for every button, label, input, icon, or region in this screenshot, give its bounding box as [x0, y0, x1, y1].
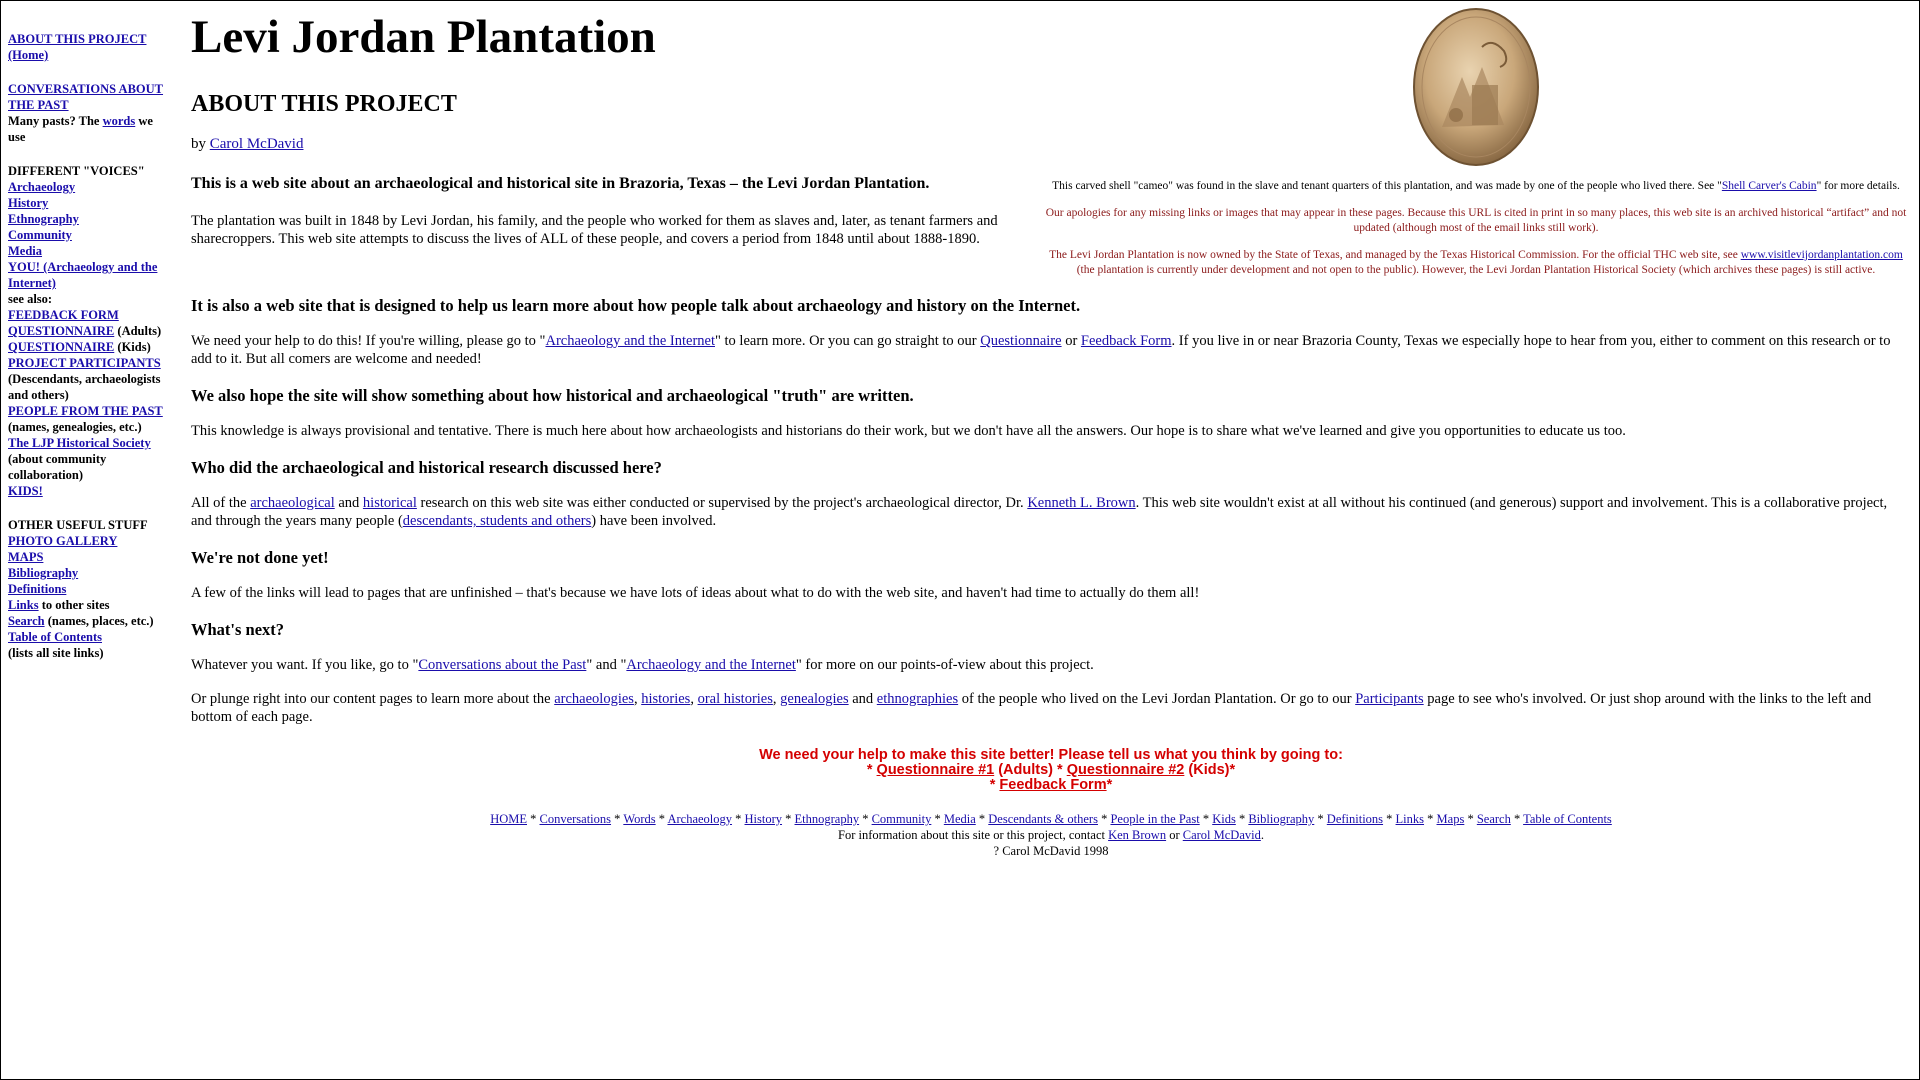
links-note: to other sites — [38, 598, 110, 612]
footer-nav-link[interactable]: Archaeology — [667, 812, 733, 826]
footer-nav-separator: * — [1464, 812, 1477, 826]
callout-feedback-link[interactable]: Feedback Form — [999, 777, 1107, 793]
help-callout — [191, 748, 1911, 793]
footer-nav-separator: * — [1097, 812, 1111, 826]
who-text-3: research on this web site was either conducted or supervised by the project's archaeological director, Dr. — [416, 495, 1028, 511]
nav-ljp-society-link[interactable]: The LJP Historical Society — [8, 436, 151, 450]
nav-media-link[interactable]: Media — [8, 244, 43, 258]
nav-words-link[interactable]: words — [102, 114, 136, 128]
descendants-link[interactable]: descendants, students and others — [402, 513, 592, 529]
many-pasts-text: Many pasts? The — [8, 114, 103, 128]
callout-line: We need your help to make this site better! Please tell us what you think by going to: — [759, 747, 1343, 763]
footer-nav-separator: * — [655, 812, 668, 826]
nav-you-link[interactable]: YOU! (Archaeology and the Internet) — [8, 260, 158, 290]
contact-period: . — [1260, 828, 1264, 842]
thc-website-link[interactable]: www.visitlevijordanplantation.com — [1740, 249, 1903, 261]
footer-nav-link[interactable]: HOME — [490, 812, 527, 826]
apology-note: Our apologies for any missing links or images that may appear in these pages. Because this URL is cited in print in so many places, this web site is an archived historical “artifact” and not updated (although most of the email links still work). — [1045, 207, 1907, 234]
footer-nav-separator: * — [1235, 812, 1249, 826]
footer-nav-separator: * — [782, 812, 795, 826]
heading-next: What's next? — [191, 620, 285, 639]
shell-carver-link[interactable]: Shell Carver's Cabin — [1721, 180, 1817, 192]
footer-nav-link[interactable]: People in the Past — [1110, 812, 1200, 826]
footer-nav-link[interactable]: Kids — [1212, 812, 1236, 826]
archaeologies-link[interactable]: archaeologies — [554, 691, 634, 707]
useful-heading: OTHER USEFUL STUFF — [8, 518, 148, 532]
plunge-paragraph: Or plunge right into our content pages to learn more about the archaeologies, histories, oral histories, genealogies and ethnographies of the people who lived on the Levi Jordan Plantation. Or go to our Participants page to see who's involved. Or just shop around with the links to the left and bottom of each page. — [191, 691, 1872, 725]
footer-nav-link[interactable]: Community — [871, 812, 932, 826]
nav-links-link[interactable]: Links — [8, 598, 39, 612]
ethnographies-link[interactable]: ethnographies — [876, 691, 959, 707]
main-content — [173, 1, 1919, 1079]
kids-note: (Kids) — [114, 340, 151, 354]
nav-questionnaire-adults-link[interactable]: QUESTIONNAIRE — [8, 324, 115, 338]
feedback-form-link[interactable]: Feedback Form — [1080, 333, 1172, 349]
toc-note: (lists all site links) — [8, 646, 104, 660]
copyright: ? Carol McDavid 1998 — [993, 844, 1109, 858]
genealogies-link[interactable]: genealogies — [780, 691, 849, 707]
cameo-caption-text: This carved shell "cameo" was found in the slave and tenant quarters of this plantation, and was made by one of the people who lived there. See " — [1052, 180, 1722, 192]
thc-note-tail: (the plantation is currently under development and not open to the public). However, the Levi Jordan Plantation Historical Society (which archives these pages) is still active. — [1076, 264, 1876, 276]
ljp-note: (about community collaboration) — [8, 452, 107, 482]
footer-nav-separator: * — [1314, 812, 1327, 826]
footer-nav-separator: * — [1510, 812, 1524, 826]
footer-nav-link[interactable]: Conversations — [539, 812, 612, 826]
footer-nav-separator: * — [1383, 812, 1396, 826]
kenneth-brown-link[interactable]: Kenneth L. Brown — [1027, 495, 1136, 511]
next-text-2: " and " — [586, 657, 627, 673]
footer-nav-link[interactable]: Bibliography — [1248, 812, 1315, 826]
help-text-1: We need your help to do this! If you're willing, please go to " — [191, 333, 546, 349]
nav-photo-link[interactable]: PHOTO GALLERY — [8, 534, 118, 548]
nav-home-link[interactable]: (Home) — [8, 48, 49, 62]
footer-nav — [191, 811, 1911, 827]
nav-archaeology-link[interactable]: Archaeology — [8, 180, 76, 194]
archaeological-link[interactable]: archaeological — [250, 495, 335, 511]
footer — [191, 811, 1911, 859]
footer-nav-separator: * — [1424, 812, 1437, 826]
page-title: Levi Jordan Plantation — [191, 11, 656, 63]
search-note: (names, places, etc.) — [44, 614, 154, 628]
author-link[interactable]: Carol McDavid — [209, 136, 304, 152]
footer-nav-link[interactable]: Media — [943, 812, 976, 826]
footer-nav-link[interactable]: Maps — [1436, 812, 1465, 826]
questionnaire-1-link[interactable]: Questionnaire #1 — [876, 762, 995, 778]
contact-text: For information about this site or this project, contact — [838, 828, 1109, 842]
many-pasts-text-tail: we use — [8, 114, 153, 144]
plantation-paragraph: The plantation was built in 1848 by Levi Jordan, his family, and the people who worked for them as slaves and, later, as tenant farmers and sharecroppers. This web site attempts to discuss the lives of ALL of these people, and covers a period from 1848 until about 1888-1890. — [191, 213, 998, 247]
byline — [191, 136, 1021, 153]
help-text-3: or — [1061, 333, 1081, 349]
nav-history-link[interactable]: History — [8, 196, 49, 210]
footer-nav-separator: * — [527, 812, 540, 826]
nav-feedback-link[interactable]: FEEDBACK FORM — [8, 308, 119, 322]
questionnaire-link[interactable]: Questionnaire — [980, 333, 1062, 349]
next-paragraph — [191, 656, 1911, 674]
historical-link[interactable]: historical — [362, 495, 417, 511]
footer-nav-link[interactable]: Links — [1395, 812, 1425, 826]
nav-people-link[interactable]: PEOPLE FROM THE PAST — [8, 404, 163, 418]
thc-note — [1041, 248, 1911, 278]
cameo-caption-tail: " for more details. — [1816, 180, 1900, 192]
page-subtitle: ABOUT THIS PROJECT — [191, 91, 457, 117]
nav-conversations-link[interactable]: CONVERSATIONS ABOUT THE PAST — [8, 82, 164, 112]
truth-paragraph: This knowledge is always provisional and tentative. There is much here about how archaeologists and historians do their work, but we don't have all the answers. Our hope is to share what we've learned and give you opportunities to educate us too. — [191, 423, 1626, 439]
archaeology-internet-link[interactable]: Archaeology and the Internet — [545, 333, 715, 349]
intro-text: This is a web site about an archaeological and historical site in Brazoria, Texas – the Levi Jordan Plantation. — [191, 175, 930, 192]
histories-link[interactable]: histories — [641, 691, 691, 707]
nav-participants-link[interactable]: PROJECT PARTICIPANTS — [8, 356, 161, 370]
ken-brown-link[interactable]: Ken Brown — [1108, 828, 1167, 842]
heading-done: We're not done yet! — [191, 548, 329, 567]
heading-truth: We also hope the site will show something about how historical and archaeological "truth" are written. — [191, 386, 914, 405]
footer-nav-link[interactable]: Definitions — [1326, 812, 1384, 826]
footer-nav-separator: * — [931, 812, 944, 826]
contact-or: or — [1166, 828, 1183, 842]
help-text-4: . If you live in or near Brazoria County, Texas we especially hope to hear from you, either to comment on this research or to add to it. But all comers are welcome and needed! — [191, 333, 1891, 367]
footer-nav-separator: * — [611, 812, 624, 826]
footer-nav-separator: * — [975, 812, 989, 826]
footer-nav-link[interactable]: Descendants & others — [988, 812, 1098, 826]
nav-maps-link[interactable]: MAPS — [8, 550, 44, 564]
adults-note: (Adults) — [114, 324, 162, 338]
nav-questionnaire-kids-link[interactable]: QUESTIONNAIRE — [8, 340, 115, 354]
nav-kids-link[interactable]: KIDS! — [8, 484, 43, 498]
aside-panel — [1021, 1, 1911, 278]
conversations-link[interactable]: Conversations about the Past — [418, 657, 587, 673]
who-text-4: . This web site wouldn't exist at all without his continued (and generous) support and involvement. This is a collaborative project, and through the years many people ( — [191, 495, 1888, 529]
questionnaire-2-link[interactable]: Questionnaire #2 — [1066, 762, 1185, 778]
footer-nav-link[interactable]: History — [744, 812, 783, 826]
next-text-1: Whatever you want. If you like, go to " — [191, 657, 419, 673]
oral-histories-link[interactable]: oral histories — [697, 691, 773, 707]
footer-nav-link[interactable]: Ethnography — [794, 812, 860, 826]
footer-nav-separator: * — [732, 812, 745, 826]
plunge-text-3: page to see who's involved. Or just shop around with the links to the left and bottom of each page. — [191, 691, 1872, 725]
done-paragraph: A few of the links will lead to pages that are unfinished – that's because we have lots of ideas about what to do with the web site, and haven't had time to actually do them all! — [191, 585, 1200, 601]
who-text-2: and — [334, 495, 363, 511]
who-text-1: All of the — [191, 495, 251, 511]
shell-cameo-image — [1412, 7, 1540, 167]
nav-community-link[interactable]: Community — [8, 228, 72, 242]
cameo-caption — [1041, 179, 1911, 194]
byline-prefix: by — [191, 136, 210, 152]
participants-link[interactable]: Participants — [1355, 691, 1424, 707]
footer-nav-link[interactable]: Table of Contents — [1523, 812, 1612, 826]
nav-toc-link[interactable]: Table of Contents — [8, 630, 102, 644]
nav-ethnography-link[interactable]: Ethnography — [8, 212, 79, 226]
callout-star-2: * — [989, 777, 1000, 793]
who-text-5: ) have been involved. — [591, 513, 717, 529]
footer-nav-separator: * — [1199, 812, 1213, 826]
voices-heading: DIFFERENT "VOICES" — [8, 164, 145, 178]
carol-mcdavid-link[interactable]: Carol McDavid — [1182, 828, 1261, 842]
footer-nav-separator: * — [859, 812, 872, 826]
callout-adults: (Adults) * — [994, 762, 1067, 778]
footer-nav-link[interactable]: Search — [1476, 812, 1511, 826]
who-paragraph — [191, 494, 1911, 530]
plunge-text-1: Or plunge right into our content pages to learn more about the — [191, 691, 555, 707]
thc-note-text: The Levi Jordan Plantation is now owned by the State of Texas, and managed by the Texas Historical Commission. For the official THC web site, see — [1049, 249, 1741, 261]
footer-nav-link[interactable]: Words — [623, 812, 656, 826]
heading-internet: It is also a web site that is designed to help us learn more about how people talk about archaeology and history on the Internet. — [191, 296, 1081, 315]
nav-search-link[interactable]: Search — [8, 614, 45, 628]
see-also-label: see also: — [8, 292, 53, 306]
plunge-text-2: of the people who lived on the Levi Jordan Plantation. Or go to our — [958, 691, 1356, 707]
people-note: (names, genealogies, etc.) — [8, 420, 142, 434]
nav-definitions-link[interactable]: Definitions — [8, 582, 67, 596]
callout-star: * — [866, 762, 877, 778]
callout-kids: (Kids)* — [1184, 762, 1236, 778]
callout-star-3: * — [1106, 777, 1113, 793]
archaeology-internet-link-2[interactable]: Archaeology and the Internet — [626, 657, 796, 673]
next-text-3: " for more on our points-of-view about this project. — [795, 657, 1094, 673]
help-text-2: " to learn more. Or you can go straight to our — [714, 333, 981, 349]
participants-note: (Descendants, archaeologists and others) — [8, 372, 161, 402]
nav-bibliography-link[interactable]: Bibliography — [8, 566, 79, 580]
heading-who: Who did the archaeological and historical research discussed here? — [191, 458, 662, 477]
help-paragraph — [191, 332, 1911, 368]
sidebar-nav — [1, 1, 173, 1079]
nav-about-link[interactable]: ABOUT THIS PROJECT — [8, 32, 147, 46]
